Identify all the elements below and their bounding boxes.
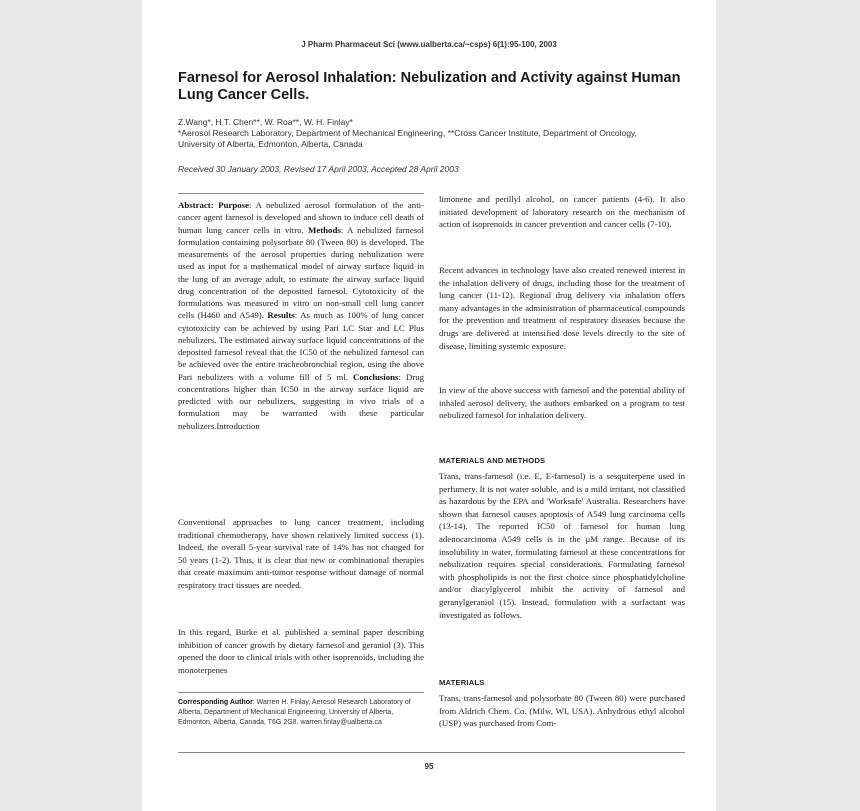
corresponding-author — [178, 698, 424, 727]
abstract-results-label: Results — [267, 310, 295, 321]
abstract-purpose-text: : A nebulized aerosol formulation of the anti-cancer agent farnesol is developed and shown to induce cell death of human lung cancer cells in vitro. — [178, 200, 425, 235]
abstract-conclusions-text: : Drug concentrations higher than IC50 in the airway surface liquid are predicted with our nebulizers, suggesting in vivo trials of a formulation may be warranted with these particular nebulizers.Introduction — [178, 371, 424, 431]
abstract-top-rule — [178, 193, 424, 194]
author-list: Z.Wang*, H.T. Chen**, W. Roa**, W. H. Finlay* — [178, 117, 353, 127]
body-paragraph: Recent advances in technology have also created renewed interest in the inhalation delivery of drugs, including those for the treatment of lung cancer (11-12). Regional drug delivery via inhalation offers many advantages in the administration of pharmaceutical compounds for the prevention and treatment of respiratory diseases because the drugs are delivered at intensified dose levels directly to the site of disease, limiting systemic exposure. — [439, 265, 685, 351]
section-heading: MATERIALS AND METHODS — [439, 456, 546, 465]
received-dates: Received 30 January 2003, Revised 17 April 2003, Accepted 28 April 2003 — [178, 164, 459, 174]
body-paragraph: In this regard, Burke et al. published a seminal paper describing inhibition of cancer growth by dietary farnesol and geraniol (3). This opened the door to clinical trials with other isoprenoids, including the monoterpenes — [178, 627, 424, 675]
paper-title: Farnesol for Aerosol Inhalation: Nebulization and Activity against Human Lung Cancer Cells. — [178, 70, 681, 103]
abstract-results-text: : As much as 100% of lung cancer cytotoxicity can be achieved by using Pari LC Star and LC Plus nebulizers. The estimated airway surface liquid concentrations of the deposited farnesol reveal that the IC50 of the nebulized farnesol can be achieved over the entire tracheobronchial region, using the above Pari nebulizers with a volume fill of 5 ml. — [178, 310, 425, 382]
body-paragraph: Trans, trans-farnesol and polysorbate 80 (Tween 80) were purchased from Aldrich Chem. Co. (Milw, WI, USA). Anhydrous ethyl alcohol (USP) was purchased from Com- — [439, 693, 685, 729]
abstract-methods-label: Methods — [308, 224, 341, 235]
page-number: 95 — [424, 762, 434, 771]
abstract-methods-text: : A nebulized farnesol formulation containing polysorbate 80 (Tween 80) is developed. The measurements of the aerosol properties during nebulization were used as input for a mathematical model of airway surface liquid in the lung of an average adult, to estimate the airway surface liquid drug concentration of the deposited farnesol. Cytotoxicity of the formulations was measured in vitro on non-small cell lung cancer cells (H460 and A549). — [178, 224, 424, 321]
paper-page — [142, 0, 716, 811]
footnote-rule — [178, 692, 424, 693]
abstract — [178, 199, 424, 432]
body-paragraph: Conventional approaches to lung cancer treatment, including traditional chemotherapy, have shown relatively limited success (1). Indeed, the overall 5-year survival rate of 14% has not changed for 50 years (1-2). Thus, it is clear that new or combinational therapies that create maximum anti-tumor response without damage of normal respiratory tract tissues are needed. — [178, 517, 424, 590]
journal-header: J Pharm Pharmaceut Sci (www.ualberta.ca/~csps) 6(1):95-100, 2003 — [301, 40, 557, 49]
section-heading: MATERIALS — [439, 678, 485, 687]
body-paragraph: Trans, trans-farnesol (i.e. E, E-farnesol) is a sesquiterpene used in perfumery. It is not water soluble, and is a mild irritant, not classified as hazardous by the EPA and 'Worksafe' Australia. Researchers have shown that farnesol causes apoptosis of A549 lung carcinoma cells (13-14). The reported IC50 of farnesol for human lung adenocarcinoma A549 cells is in the μM range. Because of its insolubility in water, formulating farnesol at these concentrations for nebulization requires special considerations. Formulating farnesol with phospholipids is not the first choice since phosphatidylcholine and/or diacylglycerol inhibit the activity of farnesol and geranylgeraniol (15). Instead, formulation with a surfactant was investigated as follows. — [439, 471, 685, 620]
page-bottom-rule — [178, 752, 685, 753]
body-paragraph: limonene and perillyl alcohol, on cancer patients (4-6). It also initiated development of laboratory research on the mechanism of action of isoprenoids in cancer prevention and cancer cells (7-10). — [439, 194, 685, 230]
affiliation: *Aerosol Research Laboratory, Department of Mechanical Engineering, **Cross Cancer Institute, Department of Oncology, University of Alberta, Edmonton, Alberta, Canada — [178, 128, 637, 149]
corresponding-label: Corresponding Author — [178, 699, 253, 706]
corresponding-text: : Warren H. Finlay, Aerosol Research Laboratory of Alberta, Department of Mechanical Engineering, University of Alberta, Edmonton, Alberta, Canada, T6G 2G8. warren.finlay@ualberta.ca — [178, 699, 411, 726]
abstract-conclusions-label: Conclusions — [352, 371, 399, 382]
abstract-purpose-label: Abstract: Purpose — [178, 200, 250, 210]
body-paragraph: In view of the above success with farnesol and the potential ability of inhaled aerosol delivery, the authors embarked on a program to test nebulized farnesol for inhalation delivery. — [439, 385, 685, 421]
